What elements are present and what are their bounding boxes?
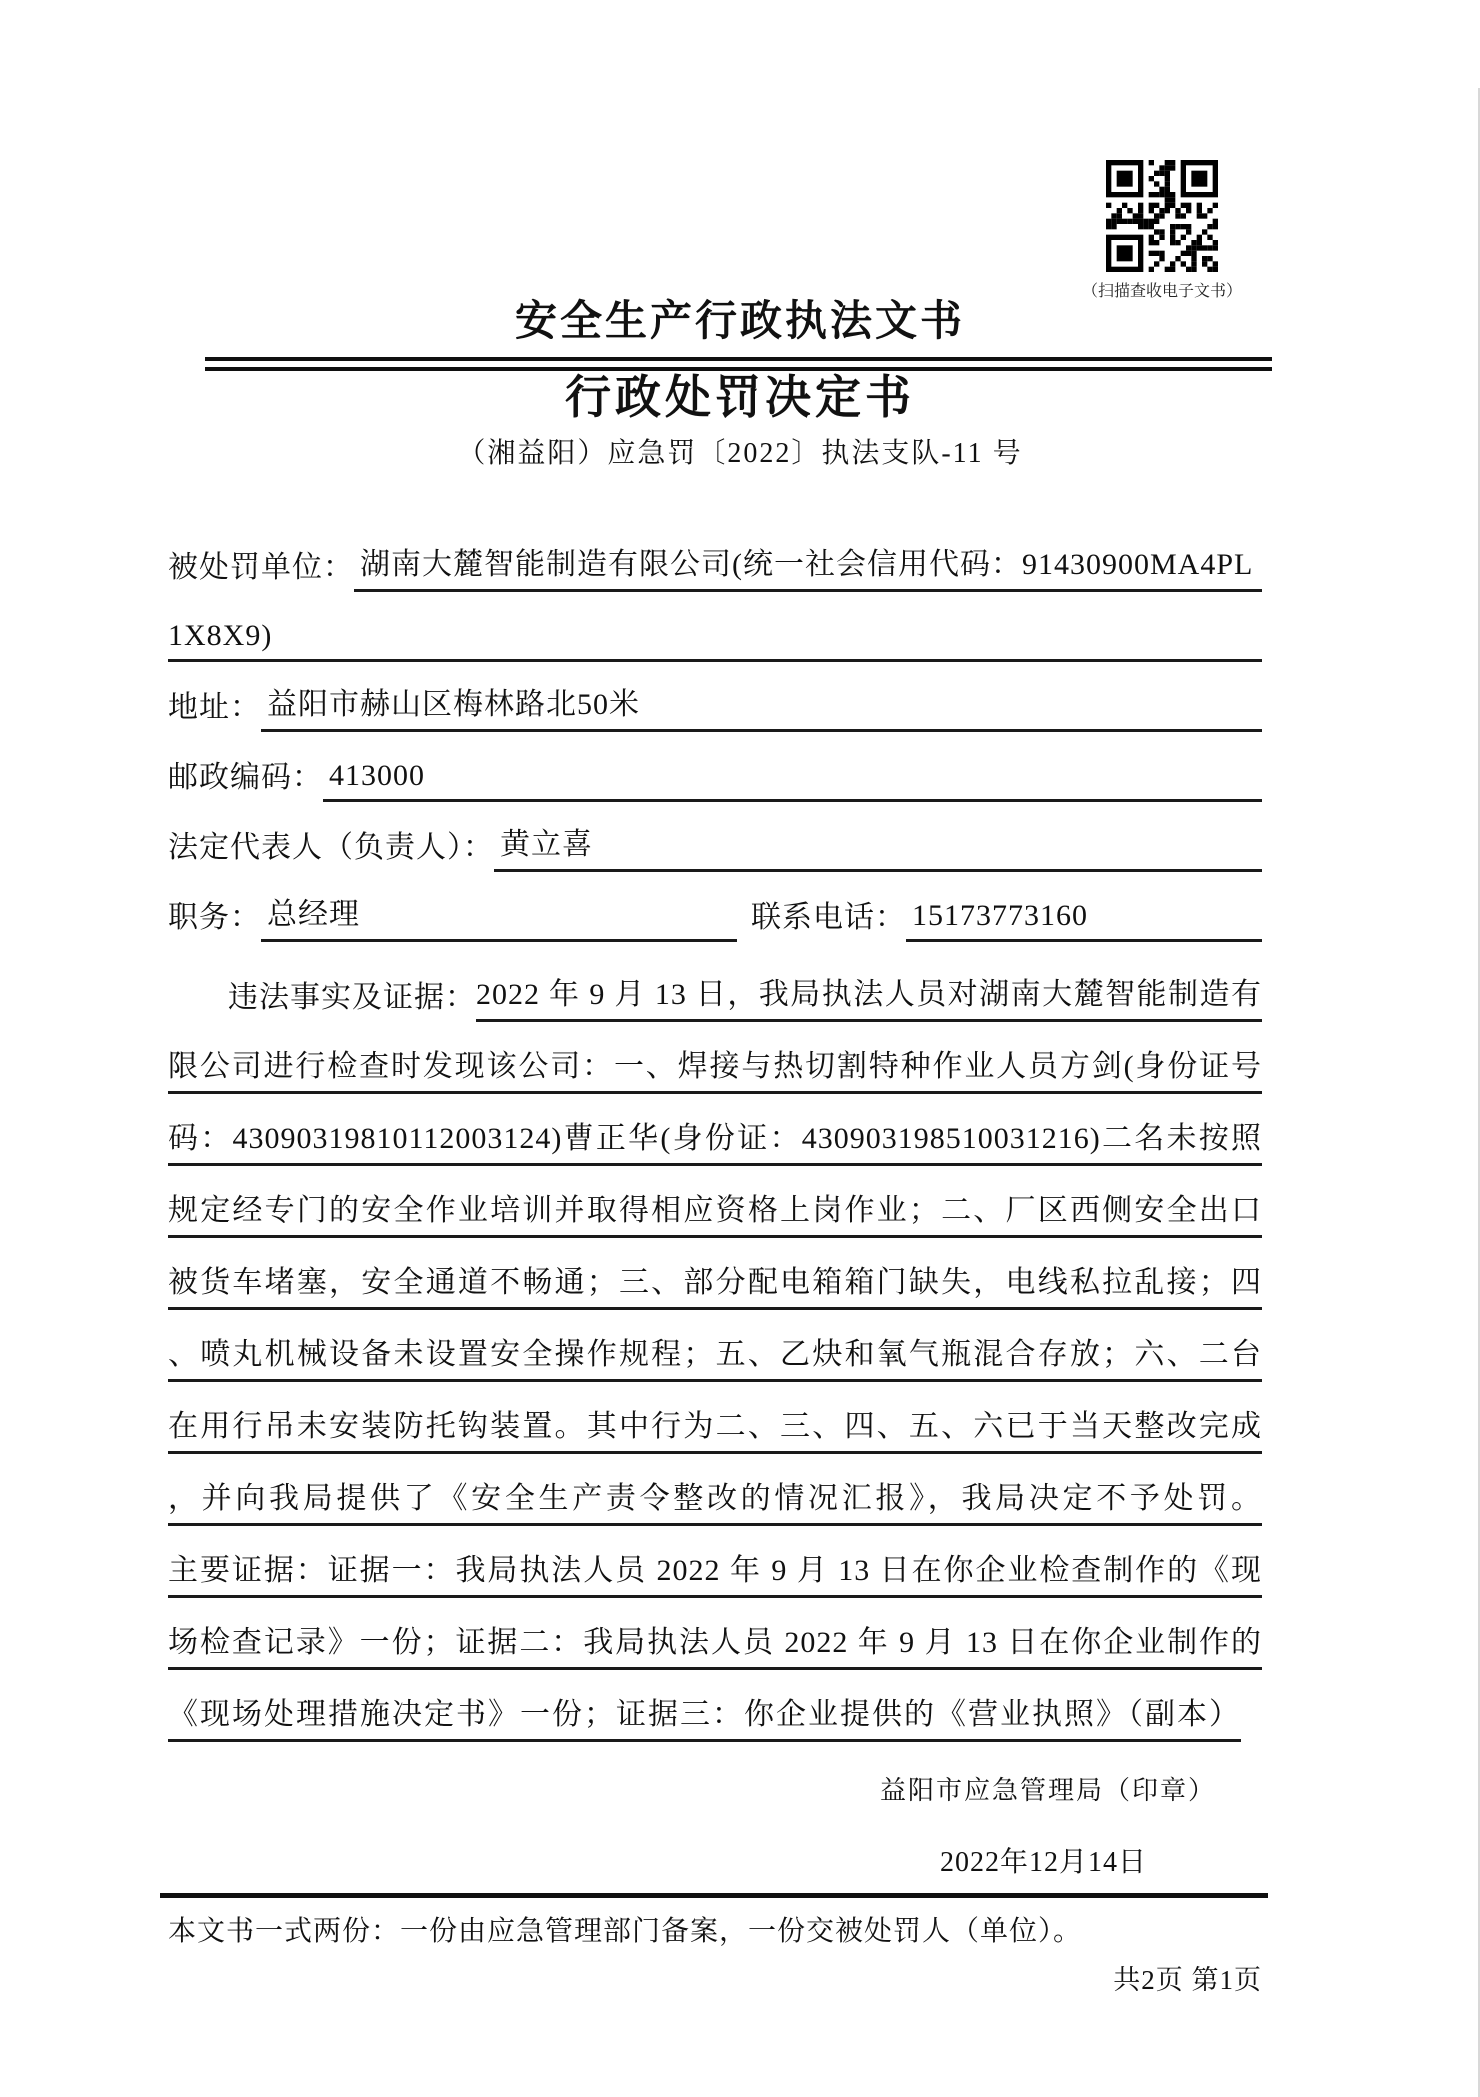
field-label: 地址： xyxy=(168,691,261,724)
field-value: 湖南大麓智能制造有限公司(统一社会信用代码：91430900MA4PL xyxy=(354,539,1262,592)
body-line xyxy=(168,1670,1262,1742)
body-line xyxy=(168,1238,1262,1310)
body-line-text: 场检查记录》一份；证据二：我局执法人员 2022 年 9 月 13 日在你企业制作的 xyxy=(168,1617,1262,1670)
field-legal-representative xyxy=(168,802,1262,872)
body-line-text: 被货车堵塞，安全通道不畅通；三、部分配电箱箱门缺失，电线私拉乱接；四 xyxy=(168,1257,1262,1310)
page-title: 行政处罚决定书 xyxy=(565,372,915,423)
body-line xyxy=(168,1382,1262,1454)
qr-code-icon xyxy=(1106,160,1218,272)
body-line xyxy=(168,1166,1262,1238)
form-fields xyxy=(168,522,1262,942)
doc-number: （湘益阳）应急罚〔2022〕执法支队-11 号 xyxy=(457,438,1023,469)
body-line xyxy=(168,1022,1262,1094)
facts-and-evidence xyxy=(168,950,1262,1742)
field-value: 黄立喜 xyxy=(494,819,1262,872)
field-label: 被处罚单位： xyxy=(168,551,354,584)
field-value: 413000 xyxy=(323,759,1262,802)
body-line xyxy=(168,1598,1262,1670)
field-value: 1X8X9) xyxy=(168,619,1262,662)
body-line-text: 、喷丸机械设备未设置安全操作规程；五、乙炔和氧气瓶混合存放；六、二台 xyxy=(168,1329,1262,1382)
pagination: 共2页 第1页 xyxy=(1113,1965,1262,1995)
body-line-text: ，并向我局提供了《安全生产责令整改的情况汇报》，我局决定不予处罚。 xyxy=(168,1473,1262,1526)
body-line-text: 限公司进行检查时发现该公司：一、焊接与热切割特种作业人员方剑(身份证号 xyxy=(168,1041,1262,1094)
field-address xyxy=(168,662,1262,732)
body-line xyxy=(168,1526,1262,1598)
body-line-text: 《现场处理措施决定书》一份；证据三：你企业提供的《营业执照》（副本） xyxy=(168,1689,1241,1742)
doc-category-title: 安全生产行政执法文书 xyxy=(514,299,965,345)
body-line-text: 2022 年 9 月 13 日，我局执法人员对湖南大麓智能制造有 xyxy=(476,969,1262,1022)
body-line xyxy=(168,1454,1262,1526)
field-value: 总经理 xyxy=(261,889,737,942)
field-label: 法定代表人（负责人）： xyxy=(168,831,494,864)
field-penalized-unit-continued xyxy=(168,592,1262,662)
body-line-text: 码：43090319810112003124)曹正华(身份证：430903198510031216)二名未按照 xyxy=(168,1113,1262,1166)
footer-note: 本文书一式两份：一份由应急管理部门备案，一份交被处罚人（单位）。 xyxy=(168,1916,1083,1947)
footer-rule xyxy=(160,1893,1268,1898)
facts-label: 违法事实及证据： xyxy=(228,981,476,1014)
field-label: 联系电话： xyxy=(751,901,906,934)
body-line-text: 主要证据：证据一：我局执法人员 2022 年 9 月 13 日在你企业检查制作的《现 xyxy=(168,1545,1262,1598)
field-position-and-phone xyxy=(168,872,1262,942)
issue-date: 2022年12月14日 xyxy=(940,1847,1148,1878)
qr-caption: （扫描查收电子文书） xyxy=(1081,283,1242,300)
field-value: 15173773160 xyxy=(906,899,1262,942)
body-line-text: 在用行吊未安装防托钩装置。其中行为二、三、四、五、六已于当天整改完成 xyxy=(168,1401,1262,1454)
title-rule-bottom xyxy=(205,367,1272,371)
field-postcode xyxy=(168,732,1262,802)
field-label: 邮政编码： xyxy=(168,761,323,794)
title-rule-top xyxy=(205,357,1272,361)
field-value: 益阳市赫山区梅林路北50米 xyxy=(261,679,1262,732)
field-label: 职务： xyxy=(168,901,261,934)
body-line xyxy=(168,1310,1262,1382)
issuing-agency-seal: 益阳市应急管理局（印章） xyxy=(880,1776,1217,1805)
body-line xyxy=(168,950,1262,1022)
body-line-text: 规定经专门的安全作业培训并取得相应资格上岗作业；二、厂区西侧安全出口 xyxy=(168,1185,1262,1238)
body-line xyxy=(168,1094,1262,1166)
field-penalized-unit xyxy=(168,522,1262,592)
